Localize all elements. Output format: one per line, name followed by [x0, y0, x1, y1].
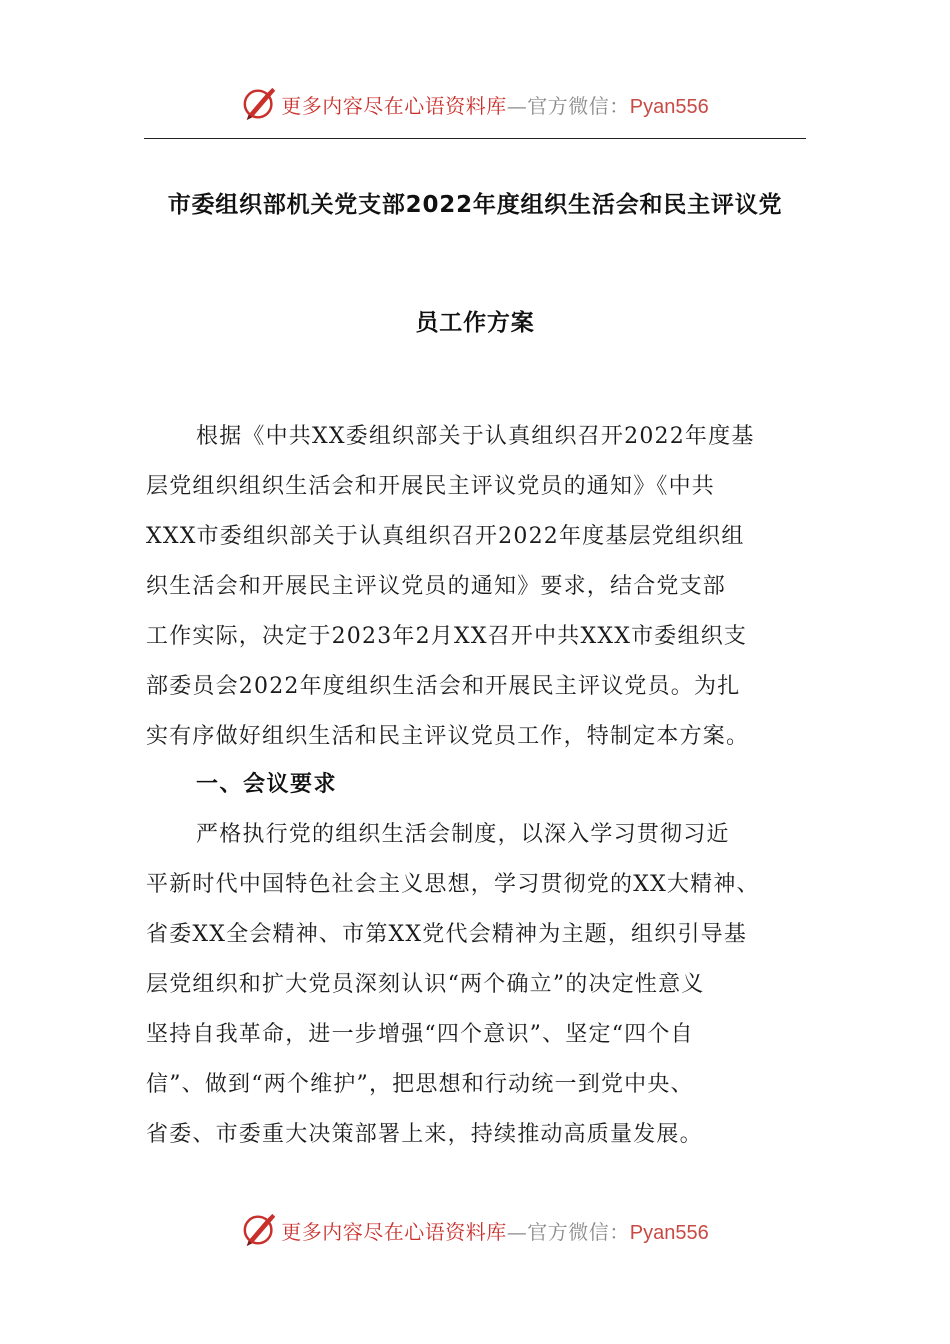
watermark-text: 更多内容尽在心语资料库—官方微信：Pyan556	[281, 93, 709, 118]
paragraph-line: 坚持自我革命，进一步增强“四个意识”、坚定“四个自	[146, 1022, 694, 1047]
watermark-banner-bottom	[0, 1208, 950, 1252]
header-divider	[144, 138, 806, 139]
paragraph-line: 平新时代中国特色社会主义思想，学习贯彻党的XX大精神、	[146, 872, 760, 897]
intro-paragraph	[146, 412, 814, 762]
paragraph-line: 部委员会2022年度组织生活会和开展民主评议党员。为扎	[146, 674, 741, 699]
paragraph-line: 织生活会和开展民主评议党员的通知》要求，结合党支部	[146, 574, 727, 599]
paragraph-line: XXX市委组织部关于认真组织召开2022年度基层党组织组	[146, 524, 745, 549]
document-title-line-1: 市委组织部机关党支部2022年度组织生活会和民主评议党	[167, 192, 783, 218]
paragraph-line: 信”、做到“两个维护”，把思想和行动统一到党中央、	[146, 1072, 694, 1097]
paragraph-line: 层党组织组织生活会和开展民主评议党员的通知》《中共	[146, 474, 716, 499]
section1-paragraph	[146, 810, 814, 1160]
paragraph-line: 省委XX全会精神、市第XX党代会精神为主题，组织引导基	[146, 922, 748, 947]
paragraph-line: 根据《中共XX委组织部关于认真组织召开2022年度基	[196, 424, 755, 449]
paragraph-line: 省委、市委重大决策部署上来，持续推动高质量发展。	[146, 1122, 703, 1147]
pen-logo-icon	[241, 85, 279, 123]
watermark-banner-top	[0, 82, 950, 126]
watermark-text: 更多内容尽在心语资料库—官方微信：Pyan556	[281, 1219, 709, 1244]
paragraph-line: 实有序做好组织生活和民主评议党员工作，特制定本方案。	[146, 724, 750, 749]
section-heading-1: 一、会议要求	[196, 772, 338, 797]
document-title-line-2: 员工作方案	[415, 310, 535, 336]
paragraph-line: 工作实际，决定于2023年2月XX召开中共XXX市委组织支	[146, 624, 748, 649]
paragraph-line: 严格执行党的组织生活会制度，以深入学习贯彻习近	[196, 822, 730, 847]
pen-logo-icon	[241, 1211, 279, 1249]
paragraph-line: 层党组织和扩大党员深刻认识“两个确立”的决定性意义	[146, 972, 705, 997]
